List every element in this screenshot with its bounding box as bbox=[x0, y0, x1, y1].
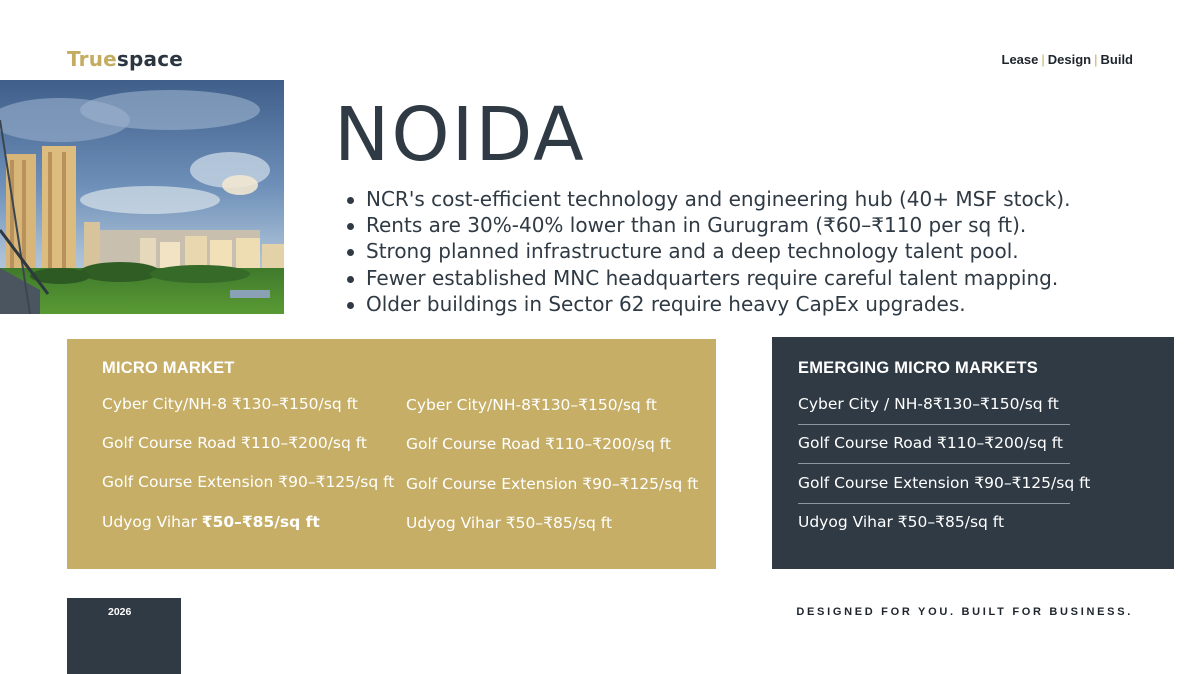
list-item: Strong planned infrastructure and a deep technology talent pool. bbox=[366, 238, 1070, 264]
list-item: Older buildings in Sector 62 require heavy CapEx upgrades. bbox=[366, 291, 1070, 317]
micro-market-item bbox=[102, 395, 358, 413]
micro-market-item: Udyog Vihar ₹50–₹85/sq ft bbox=[406, 514, 613, 532]
market-name: Cyber City/NH-8 bbox=[102, 395, 232, 413]
micro-market-item: Golf Course Extension ₹90–₹125/sq ft bbox=[406, 475, 699, 493]
emerging-market-item: Golf Course Road ₹110–₹200/sq ft bbox=[798, 434, 1064, 452]
emerging-market-item: Udyog Vihar ₹50–₹85/sq ft bbox=[798, 513, 1005, 531]
market-name: Golf Course Road bbox=[102, 434, 242, 452]
micro-market-item bbox=[102, 434, 367, 452]
nav-item-design[interactable]: Design bbox=[1047, 52, 1092, 67]
year-label: 2026 bbox=[108, 606, 132, 618]
market-rate: ₹130–₹150/sq ft bbox=[231, 395, 358, 413]
micro-market-title: MICRO MARKET bbox=[102, 359, 235, 377]
emerging-market-item: Golf Course Extension ₹90–₹125/sq ft bbox=[798, 474, 1091, 492]
market-rate: ₹90–₹125/sq ft bbox=[278, 473, 395, 491]
list-item: Fewer established MNC headquarters require careful talent mapping. bbox=[366, 265, 1070, 291]
city-title: NOIDA bbox=[334, 92, 586, 178]
market-name: Golf Course Extension bbox=[102, 473, 279, 491]
skyline-illustration bbox=[0, 80, 284, 314]
list-item: NCR's cost-efficient technology and engineering hub (40+ MSF stock). bbox=[366, 187, 1071, 211]
market-name: Udyog Vihar bbox=[102, 513, 202, 531]
top-nav bbox=[1002, 52, 1134, 67]
emerging-market-item: Cyber City / NH-8₹130–₹150/sq ft bbox=[798, 395, 1059, 413]
emerging-markets-title: EMERGING MICRO MARKETS bbox=[798, 359, 1038, 377]
micro-market-item bbox=[102, 473, 394, 491]
market-rate-bold: ₹50–₹85/sq ft bbox=[201, 513, 320, 531]
brand-logo-part2: space bbox=[116, 47, 184, 71]
divider bbox=[798, 503, 1070, 504]
brand-logo[interactable] bbox=[67, 47, 183, 71]
divider bbox=[798, 463, 1070, 464]
year-badge bbox=[67, 598, 181, 674]
brand-logo-part1: True bbox=[67, 47, 117, 71]
nav-item-lease[interactable]: Lease bbox=[1001, 52, 1039, 67]
market-rate: ₹110–₹200/sq ft bbox=[241, 434, 368, 452]
micro-market-item: Cyber City/NH-8₹130–₹150/sq ft bbox=[406, 396, 657, 414]
list-item: Rents are 30%-40% lower than in Gurugram (₹60–₹110 per sq ft). bbox=[366, 212, 1070, 238]
micro-market-item: Golf Course Road ₹110–₹200/sq ft bbox=[406, 435, 672, 453]
nav-separator: | bbox=[1094, 52, 1098, 67]
emerging-markets-panel bbox=[772, 337, 1174, 569]
nav-separator: | bbox=[1041, 52, 1045, 67]
divider bbox=[798, 424, 1070, 425]
micro-market-panel bbox=[67, 339, 716, 569]
nav-item-build[interactable]: Build bbox=[1100, 52, 1133, 67]
highlights-list bbox=[366, 186, 1070, 317]
tagline: DESIGNED FOR YOU. BUILT FOR BUSINESS. bbox=[796, 606, 1133, 618]
micro-market-item bbox=[102, 513, 320, 531]
skyline-photo bbox=[0, 80, 284, 314]
